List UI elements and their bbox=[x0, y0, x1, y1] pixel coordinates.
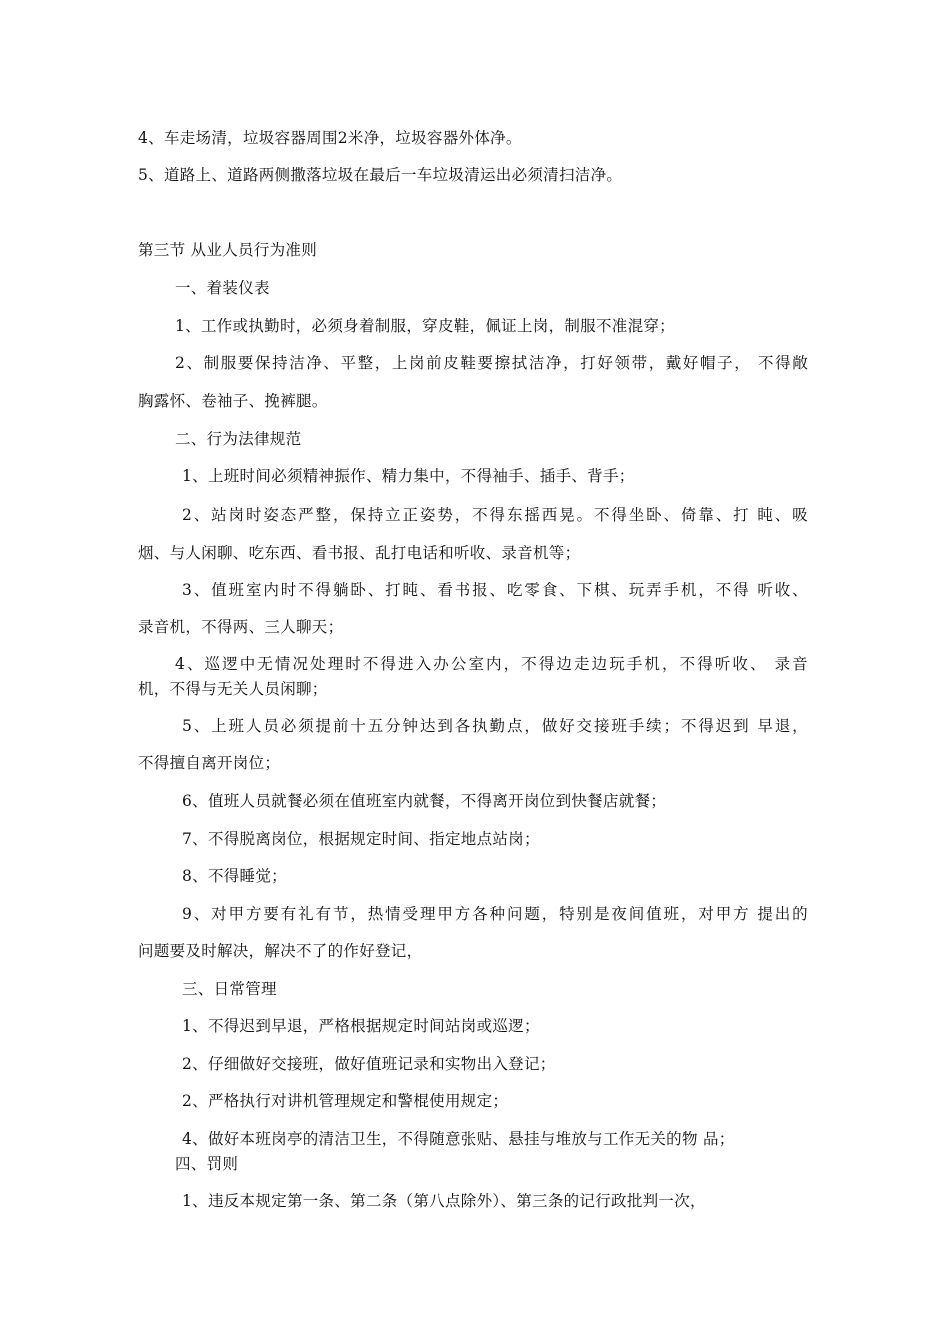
paragraph-2-1: 1、上班时间必须精神振作、精力集中，不得袖手、插手、背手； bbox=[182, 467, 635, 485]
paragraph-1-2-line1: 2、制服要保持洁净、平整，上岗前皮鞋要擦拭洁净，打好领带，戴好帽子， 不得敞 bbox=[175, 354, 808, 372]
paragraph-2-3-line1: 3、值班室内时不得躺卧、打盹、看书报、吃零食、下棋、玩弄手机，不得 听收、 bbox=[182, 581, 808, 599]
paragraph-2-9-line1: 9、对甲方要有礼有节，热情受理甲方各种问题，特别是夜间值班，对甲方 提出的 bbox=[182, 905, 808, 923]
paragraph-2-4-line2: 机，不得与无关人员闲聊； bbox=[138, 680, 328, 698]
section-heading: 第三节 从业人员行为准则 bbox=[138, 241, 318, 259]
paragraph-2-4-line1: 4、巡逻中无情况处理时不得进入办公室内，不得边走边玩手机，不得听收、 录音 bbox=[175, 655, 808, 673]
subsection-heading-4: 四、罚则 bbox=[175, 1155, 239, 1173]
paragraph-2-7: 7、不得脱离岗位，根据规定时间、指定地点站岗； bbox=[182, 830, 540, 848]
paragraph-4-1: 1、违反本规定第一条、第二条（第八点除外）、第三条的记行政批判一次， bbox=[182, 1192, 706, 1210]
subsection-heading-2: 二、行为法律规范 bbox=[175, 430, 302, 448]
paragraph-3-4: 4、做好本班岗亭的清洁卫生，不得随意张贴、悬挂与堆放与工作无关的物 品； bbox=[182, 1130, 735, 1148]
rule-item-5: 5、道路上、道路两侧撒落垃圾在最后一车垃圾清运出必须清扫洁净。 bbox=[138, 166, 623, 184]
paragraph-2-5-line1: 5、上班人员必须提前十五分钟达到各执勤点，做好交接班手续；不得迟到 早退， bbox=[182, 717, 808, 735]
paragraph-2-3-line2: 录音机，不得两、三人聊天； bbox=[138, 618, 344, 636]
paragraph-3-2: 2、仔细做好交接班，做好值班记录和实物出入登记； bbox=[182, 1055, 556, 1073]
paragraph-2-9-line2: 问题要及时解决，解决不了的作好登记， bbox=[138, 942, 423, 960]
paragraph-1-1: 1、工作或执勤时，必须身着制服，穿皮鞋，佩证上岗，制服不准混穿； bbox=[175, 317, 675, 335]
paragraph-2-2-line1: 2、站岗时姿态严整，保持立正姿势，不得东摇西晃。不得坐卧、倚靠、打 盹、吸 bbox=[182, 506, 808, 524]
rule-item-4: 4、车走场清，垃圾容器周围2米净，垃圾容器外体净。 bbox=[138, 129, 522, 147]
subsection-heading-1: 一、着装仪表 bbox=[175, 279, 270, 297]
paragraph-2-8: 8、不得睡觉； bbox=[182, 867, 287, 885]
paragraph-2-2-line2: 烟、与人闲聊、吃东西、看书报、乱打电话和听收、录音机等； bbox=[138, 544, 581, 562]
subsection-heading-3: 三、日常管理 bbox=[182, 980, 277, 998]
paragraph-2-6: 6、值班人员就餐必须在值班室内就餐，不得离开岗位到快餐店就餐； bbox=[182, 792, 667, 810]
paragraph-2-5-line2: 不得擅自离开岗位； bbox=[138, 754, 281, 772]
paragraph-3-3: 2、严格执行对讲机管理规定和警棍使用规定； bbox=[182, 1092, 509, 1110]
paragraph-3-1: 1、不得迟到早退，严格根据规定时间站岗或巡逻； bbox=[182, 1017, 540, 1035]
paragraph-1-2-line2: 胸露怀、卷袖子、挽裤腿。 bbox=[138, 392, 328, 410]
